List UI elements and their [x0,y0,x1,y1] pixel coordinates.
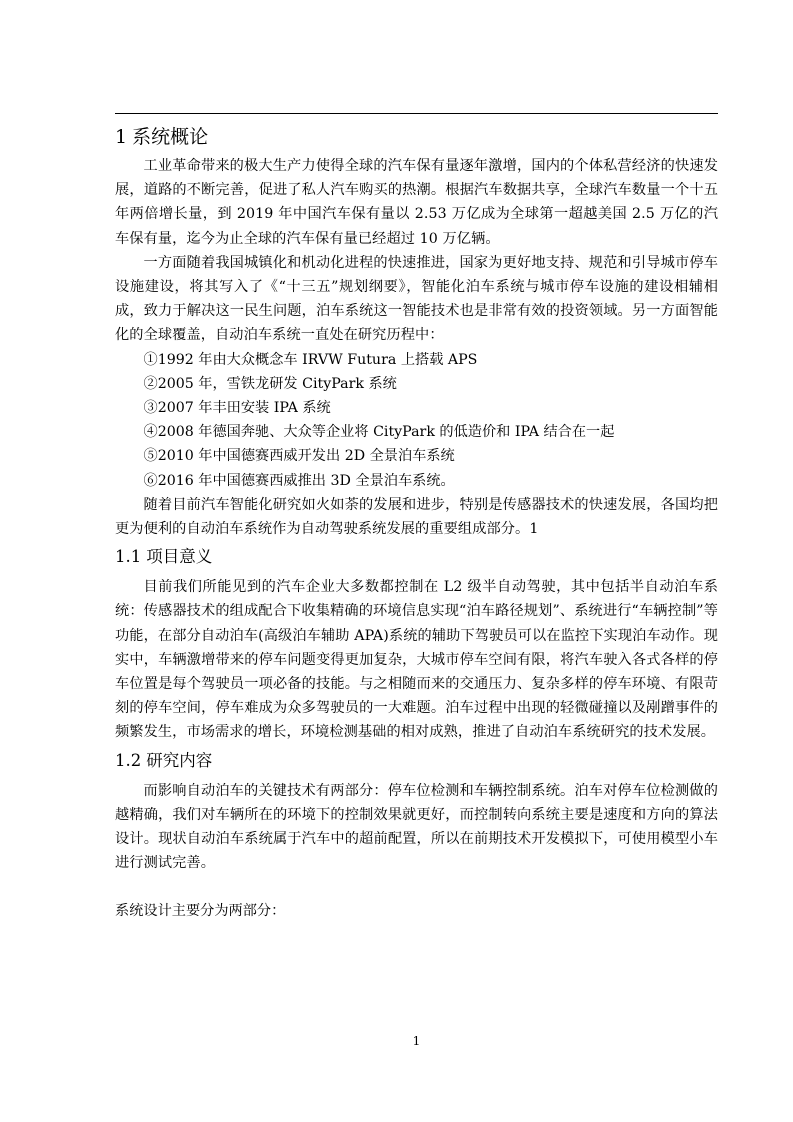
section-1-closing-paragraph: 随着目前汽车智能化研究如火如荼的发展和进步，特别是传感器技术的快速发展，各国均把更为便利的自动泊车系统作为自动驾驶系统发展的重要组成部分。1 [115,496,718,538]
section-1-2-heading [115,745,718,777]
timeline-item: ①1992 年由大众概念车 IRVW Futura 上搭载 APS [143,351,478,368]
section-1-number: 1 [115,126,128,148]
section-1-2-title: 研究内容 [146,750,213,770]
timeline-list [115,348,718,493]
timeline-item: ②2005 年，雪铁龙研发 CityPark 系统 [143,375,397,392]
page-content [115,120,718,924]
page-number: 1 [412,1034,421,1048]
section-1-paragraph-2: 一方面随着我国城镇化和机动化进程的快速推进，国家为更好地支持、规范和引导城市停车设施建设，将其写入了《“十三五”规划纲要》，智能化泊车系统与城市停车设施的建设相辅相成，致力于解决这一民生问题，泊车系统这一智能技术也是非常有效的投资领域。另一方面智能化的全球覆盖，自动泊车系统一直处在研究历程中： [115,254,718,344]
timeline-item: ⑥2016 年中国德赛西威推出 3D 全景泊车系统。 [143,472,455,489]
section-1-2-trailing-line: 系统设计主要分为两部分： [115,903,286,920]
section-1-1-number: 1.1 [115,547,142,567]
section-1-1-title: 项目意义 [146,547,213,567]
section-1-heading [115,120,718,154]
section-1-title: 系统概论 [132,126,209,148]
timeline-item: ⑤2010 年中国德赛西威开发出 2D 全景泊车系统 [143,448,455,465]
timeline-item: ③2007 年丰田安装 IPA 系统 [143,400,331,417]
section-1-1-paragraph: 目前我们所能见到的汽车企业大多数都控制在 L2 级半自动驾驶，其中包括半自动泊车系统：传感器技术的组成配合下收集精确的环境信息实现“泊车路径规划”、系统进行“车辆控制”等功能，在部分自动泊车(高级泊车辅助 APA)系统的辅助下驾驶员可以在监控下实现泊车动作。现实中，车辆激增带来的停车问题变得更加复杂，大城市停车空间有限，将汽车驶入各式各样的停车位置是每个驾驶员一项必备的技能。与之相随而来的交通压力、复杂多样的停车环境、有限苛刻的停车空间，停车难成为众多驾驶员的一大难题。泊车过程中出现的轻微碰撞以及剐蹭事件的频繁发生，市场需求的增长，环境检测基础的相对成熟，推进了自动泊车系统研究的技术发展。 [115,579,718,741]
section-1-2-number: 1.2 [115,750,142,770]
section-1-1-heading [115,541,718,573]
section-1-2-paragraph: 而影响自动泊车的关键技术有两部分：停车位检测和车辆控制系统。泊车对停车位检测做的越精确，我们对车辆所在的环境下的控制效果就更好，而控制转向系统主要是速度和方向的算法设计。现状自动泊车系统属于汽车中的超前配置，所以在前期技术开发模拟下，可使用模型小车进行测试完善。 [115,782,718,872]
section-1-paragraph-1: 工业革命带来的极大生产力使得全球的汽车保有量逐年激增，国内的个体私营经济的快速发展，道路的不断完善，促进了私人汽车购买的热潮。根据汽车数据共享，全球汽车数量一个十五年两倍增长量，到 2019 年中国汽车保有量以 2.53 万亿成为全球第一超越美国 2.5 万亿的汽车保有量，迄今为止全球的汽车保有量已经超过 10 万亿辆。 [115,158,718,247]
timeline-item: ④2008 年德国奔驰、大众等企业将 CityPark 的低造价和 IPA 结合在一起 [143,424,615,441]
header-rule [115,113,718,114]
